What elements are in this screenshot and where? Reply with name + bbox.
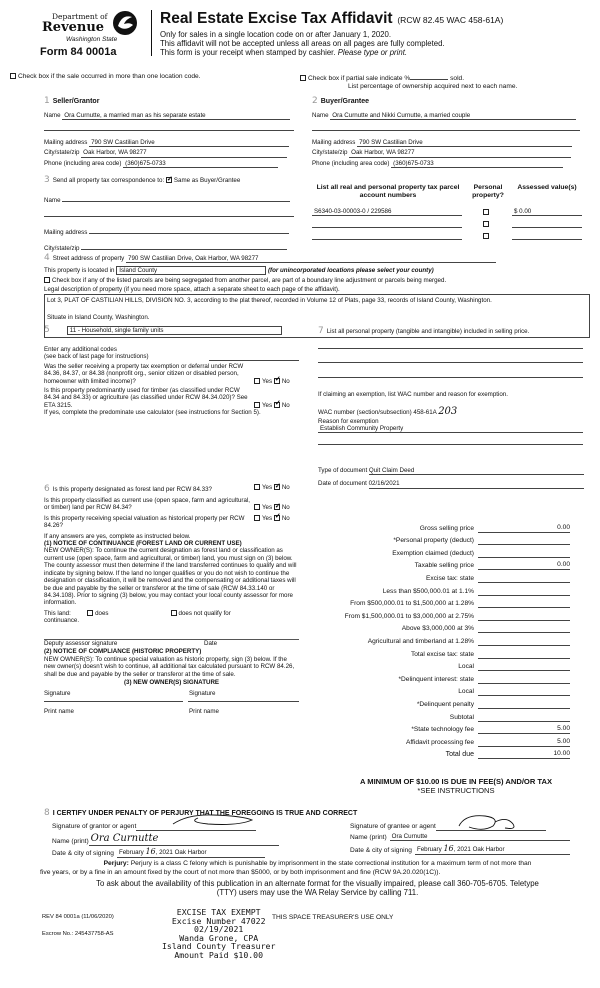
parcel-row (312, 216, 587, 228)
personal-property-line[interactable] (318, 351, 583, 363)
assessed-col-header: Assessed value(s) (517, 184, 577, 191)
parcel-row (312, 204, 587, 216)
parcel-row (312, 228, 587, 240)
tax-row-label: *Personal property (deduct) (393, 537, 474, 545)
buyer-phone-field[interactable]: (360)675-0733 (391, 160, 563, 168)
tax-row-value[interactable] (478, 600, 570, 608)
tax-row-value[interactable]: 0.00 (478, 524, 570, 533)
stamp-line: 02/19/2021 (194, 924, 244, 935)
tax-row-label: From $1,500,000.01 to $3,000,000 at 2.75% (344, 612, 474, 620)
revision-number: REV 84 0001a (11/06/2020) (42, 914, 114, 920)
tax-row-label: *Delinquent penalty (416, 701, 474, 708)
personal-property-checkbox[interactable] (483, 209, 489, 215)
seller-phone-field[interactable]: (360)675-0733 (123, 160, 278, 168)
personal-property-checkbox[interactable] (483, 221, 489, 227)
certification-section: 8 I CERTIFY UNDER PENALTY OF PERJURY THAT THE FOREGOING IS TRUE AND CORRECT (44, 808, 358, 818)
partial-sale-checkbox[interactable] (300, 75, 306, 81)
buyer-heading: Buyer/Grantee (320, 98, 369, 105)
stamp-line: Wanda Grone, CPA (179, 932, 259, 943)
timber-yes-checkbox[interactable] (254, 402, 260, 408)
treasurer-use-label: THIS SPACE TREASURER'S USE ONLY (272, 914, 394, 921)
tax-row (318, 684, 573, 697)
tax-row (318, 596, 573, 609)
forest-no-checkbox[interactable] (274, 484, 280, 490)
perjury-notice: Perjury: Perjury is a class C felony which is punishable by imprisonment in the state correctional institution for a maximum term of not more than five years, or by a fine in an amount fixed by the court of not more than $5000, or by both imprisonment and fine (RCW 9A.20.020(1C)). To ask about the availability of this publication in an alternate format for the visually impaired, please call 360-705-6705. Teletype (TTY) users may use the WA Relay Service by calling 711. (40, 860, 539, 898)
multi-location-checkbox[interactable] (10, 73, 16, 79)
parcel-col-header: List all real and personal property tax parcel account numbers (316, 184, 460, 200)
partial-sale-check[interactable]: Check box if partial sale indicate % sold. List percentage of ownership acquired next to each name. (300, 73, 517, 91)
tax-row-label: Above $3,000,000 at 3% (401, 625, 474, 633)
tax-row-label: Taxable selling price (414, 562, 474, 570)
exemption-yes-checkbox[interactable] (254, 378, 260, 384)
tax-row-value[interactable] (478, 537, 570, 545)
corr-mailing-field[interactable] (89, 226, 289, 234)
does-not-qualify-checkbox[interactable] (171, 610, 177, 616)
document-date-field[interactable]: 02/16/2021 (369, 480, 584, 488)
seller-mailing-field[interactable]: 790 SW Castilian Drive (89, 139, 289, 147)
tax-row (318, 747, 573, 760)
parcel-table (312, 184, 587, 240)
escrow-number: Escrow No.: 245437758-AS (42, 931, 114, 937)
form-number: Form 84 0001a (40, 46, 117, 58)
parcel-number-field[interactable] (312, 232, 462, 240)
seller-heading: Seller/Grantor (52, 98, 100, 105)
header-note-1: Only for sales in a single location code on or after January 1, 2020. (160, 29, 392, 39)
tax-row (318, 558, 573, 571)
certify-heading: I CERTIFY UNDER PENALTY OF PERJURY THAT THE FOREGOING IS TRUE AND CORRECT (52, 810, 358, 817)
document-type-field[interactable]: Quit Claim Deed (369, 467, 584, 475)
land-use-section: 5 11 - Household, single family units Enter any additional codes (see back of last page for instructions) Was the seller receiving a property tax exemption or deferral under RCW 84.36, 84.37, or 84.38 (nonprofit org., senior citizen or disabled person, homeowner with limited income)? Yes ✓ No Is this property predominantly used for timber (as classified under RCW 84.34 and 84.33) or agriculture (as classified under RCW 84.34.020)? See ETA 3215. Yes ✓ No If yes, complete the predominate use calculator (see instructions for Section 5). (44, 325, 299, 417)
same-as-buyer-checkbox[interactable] (166, 177, 172, 183)
legal-label: Legal description of property (if you need more space, attach a separate sheet to each page of the affidavit). (44, 285, 340, 293)
buyer-city-field[interactable]: Oak Harbor, WA 98277 (349, 149, 571, 157)
correspondence-section: 3 Send all property tax correspondence to: ✓ Same as Buyer/Grantee Name Mailing address City/state/zip (44, 175, 299, 253)
multi-location-check[interactable]: Check box if the sale occurred in more than one location code. (10, 73, 201, 81)
grantor-day-handwritten: 16 (145, 847, 156, 856)
dor-logo (36, 8, 146, 58)
timber-no-checkbox[interactable] (274, 402, 280, 408)
segregated-checkbox[interactable] (44, 277, 50, 283)
compliance-heading: (2) NOTICE OF COMPLIANCE (HISTORIC PROPERTY) (44, 648, 202, 656)
header-divider (151, 10, 152, 56)
tax-row-label: Excise tax: state (425, 575, 474, 583)
tax-row-label: Local (458, 663, 474, 671)
tax-row (318, 659, 573, 672)
additional-codes-field[interactable] (209, 353, 299, 361)
personal-property-checkbox[interactable] (483, 233, 489, 239)
tax-row-label: *Delinquent interest: state (398, 675, 474, 683)
deputy-signature-line[interactable]: Deputy assessor signature (44, 639, 204, 647)
partial-sale-percent[interactable] (410, 73, 448, 80)
reason-field[interactable]: Establish Community Property (318, 425, 583, 433)
tax-row-label: Local (458, 688, 474, 696)
buyer-section: 2 Buyer/Grantee Name Ora Curnutte and Nikki Curnutte, a married couple Mailing address 790 SW Castilian Drive City/state/zip Oak Harbor, WA 98277 Phone (including area code) (360)675-0733 (312, 96, 582, 168)
stamp-line: Excise Number 47022 (171, 915, 266, 926)
tax-row (318, 722, 573, 735)
tax-row (318, 545, 573, 558)
header-note-3: This form is your receipt when stamped by cashier. (160, 48, 336, 58)
grantor-date-field[interactable]: February 16, 2021 Oak Harbor (117, 847, 265, 858)
seller-section: 1 Seller/Grantor Name Ora Curnutte, a married man as his separate estate Mailing address 790 SW Castilian Drive City/state/zip Oak Harbor, WA 98277 Phone (including area code) (360)675-0733 (44, 96, 299, 168)
property-street-field[interactable]: 790 SW Castilian Drive, Oak Harbor, WA 98277 (126, 255, 496, 263)
tax-row-value[interactable] (478, 714, 570, 722)
grantor-signature-block: Signature of grantor or agent Name (print) Ora Curnutte Date & city of signing February 16, 2021 Oak Harbor (52, 822, 312, 858)
forest-section: 6 Is this property designated as forest land per RCW 84.33? Yes ✓ No Is this property classified as current use (open space, farm and agricultural, or timber) land per RCW 84.34? Yes ✓ No Is this property receiving special valuation as historical property per RCW 84.26? Yes ✓ No If any answers are yes, complete as instructed below. (1) NOTICE OF CONTINUANCE (FOREST LAND OR CURRENT USE) NEW OWNER(S): To continue the current designation as forest land or classification as current use (open space, farm and agricultural, or timber) land, you must sign on (3) below. The county assessor must then determine if the land transferred continues to qualify and will indicate by signing below. If the land no longer qualifies or you do not wish to continue the designation or classification, it will be removed and the compensating or additional taxes will be due and payable by the seller or transferor at the time of sale (RCW 84.33.140 or 84.34.108). Prior to signing (3) below, you may contact your local county assessor for more information. This land: continuance. does does not qualify for Deputy assessor signature Date (2) NOTICE OF COMPLIANCE (HISTORIC PROPERTY) NEW OWNER(S): To continue special valuation as historic property, sign (3) below. If the new owner(s) doesn't wish to continue, all additional tax calculated pursuant to RCW 84.26, shall be due and payable by the seller or transferor at the time of sale. (3) NEW OWNER(S) SIGNATURE Signature Signature Print name Print name (44, 484, 299, 715)
grantor-signature-scribble-icon (168, 812, 258, 828)
seller-city-field[interactable]: Oak Harbor, WA 98277 (81, 149, 287, 157)
form-title: Real Estate Excise Tax Affidavit (160, 10, 393, 27)
personal-property-line[interactable] (318, 366, 583, 378)
parcel-number-field[interactable]: S6340-03-00003-0 / 229586 (312, 208, 462, 216)
partial-sale-note: List percentage of ownership acquired next to each name. (348, 82, 518, 90)
tax-row-label: Total due (445, 750, 474, 758)
assessed-value-field[interactable]: $ 0.00 (512, 208, 582, 216)
seller-name-line2[interactable] (44, 122, 294, 131)
tax-row-value[interactable] (478, 663, 570, 671)
see-instructions: *SEE INSTRUCTIONS (417, 786, 495, 795)
forest-yes-checkbox[interactable] (254, 484, 260, 490)
grantee-name-field[interactable]: Ora Curnutte (390, 833, 570, 841)
tax-row-value[interactable] (478, 676, 570, 684)
exemption-no-checkbox[interactable] (274, 378, 280, 384)
tax-row-label: Affidavit processing fee (405, 738, 474, 746)
assessed-value-field[interactable] (512, 232, 582, 240)
corr-city-field[interactable] (81, 242, 287, 250)
stamp-line: EXCISE TAX EXEMPT (176, 907, 261, 917)
corr-name-field[interactable] (62, 194, 290, 202)
tax-row-value[interactable]: 5.00 (478, 738, 570, 747)
header-note-print: Please type or print. (337, 48, 408, 58)
owner-signature-2[interactable] (188, 699, 299, 702)
grantee-signature-scribble-icon (455, 812, 525, 834)
does-qualify-checkbox[interactable] (87, 610, 93, 616)
personal-property-section: 7 List all personal property (tangible and intangible) included in selling price. If claiming an exemption, list WAC number and reason for exemption. WAC number (section/subsection) 458-61A 203 Reason for exemption Establish Community Property Type of document Quit Claim Deed Date of document 02/16/2021 (318, 326, 588, 489)
tax-row-value[interactable] (478, 688, 570, 696)
owner-signature-1[interactable] (44, 699, 183, 702)
tax-row-value[interactable]: 5.00 (478, 725, 570, 734)
wac-number-field[interactable]: 458-61A (413, 408, 437, 416)
historic-yes-checkbox[interactable] (254, 515, 260, 521)
tax-row-value[interactable] (478, 625, 570, 633)
tax-row (318, 520, 573, 533)
compliance-text: NEW OWNER(S): To continue special valuation as historic property, sign (3) below. If the new owner(s) doesn't wish to continue, all additional tax calculated pursuant to RCW 84.26, shall be due and payable by the seller or transferor at the time of sale. (44, 655, 295, 678)
tax-row (318, 583, 573, 596)
current-use-yes-checkbox[interactable] (254, 504, 260, 510)
buyer-name-field[interactable]: Ora Curnutte and Nikki Curnutte, a married couple (330, 112, 576, 120)
buyer-name-line2[interactable] (312, 122, 580, 131)
personal-property-line[interactable] (318, 337, 583, 349)
tax-row (318, 734, 573, 747)
tax-row-value[interactable] (478, 588, 570, 596)
continuance-heading: (1) NOTICE OF CONTINUANCE (FOREST LAND OR CURRENT USE) (44, 539, 242, 547)
tax-row (318, 696, 573, 709)
tax-row-label: Exemption claimed (deduct) (392, 549, 474, 557)
tax-row (318, 646, 573, 659)
dept-line3: Washington State (66, 36, 118, 43)
corr-name-line2[interactable] (44, 208, 294, 217)
tax-row-label: Agricultural and timberland at 1.28% (367, 638, 474, 646)
legal-description-box[interactable]: Lot 3, PLAT OF CASTILIAN HILLS, DIVISION NO. 3, according to the plat thereof, recorded in Volume 12 of Plats, page 33, records of Island County, Washington. Situate in Island County, Washington. (44, 294, 590, 338)
reason-line2[interactable] (318, 433, 583, 445)
wac-handwritten: 203 (438, 405, 458, 417)
tax-row-label: Subtotal (449, 713, 474, 721)
tax-row-value[interactable] (478, 701, 570, 709)
tax-row (318, 608, 573, 621)
form-title-block (160, 10, 590, 58)
grantee-day-handwritten: 16 (443, 844, 454, 854)
tax-row-value[interactable] (478, 575, 570, 583)
tax-row-label: Total excise tax: state (410, 650, 474, 658)
seller-name-field[interactable]: Ora Curnutte, a married man as his separate estate (62, 112, 290, 120)
assessed-value-field[interactable] (512, 220, 582, 228)
tax-row-value[interactable]: 0.00 (478, 561, 570, 570)
grantee-signature-block: Signature of grantee or agent Name (print) Ora Curnutte Date & city of signing February 16, 2021 Oak Harbor (350, 822, 595, 855)
tax-row-label: *State technology fee (411, 726, 474, 734)
buyer-mailing-field[interactable]: 790 SW Castilian Drive (357, 139, 572, 147)
stamp-line: Amount Paid $10.00 (174, 950, 264, 961)
current-use-no-checkbox[interactable] (274, 504, 280, 510)
tax-table (318, 520, 573, 759)
revenue-swirl-icon (112, 10, 138, 36)
tax-row (318, 533, 573, 546)
deputy-date-line[interactable]: Date (204, 639, 299, 647)
dept-line1: Department of (52, 12, 108, 21)
tax-row-label: From $500,000.01 to $1,500,000 at 1.28% (350, 600, 474, 608)
historic-no-checkbox[interactable] (274, 515, 280, 521)
tax-row (318, 709, 573, 722)
tax-row-value[interactable] (478, 550, 570, 558)
grantor-name-field[interactable]: Ora Curnutte (89, 833, 279, 846)
stamp-line: Island County Treasurer (162, 941, 276, 952)
grantee-date-field[interactable]: February 16, 2021 Oak Harbor (415, 844, 570, 855)
continuance-text: NEW OWNER(S): To continue the current designation as forest land or classification as current use (open space, farm and agricultural, or timber) land, you must sign on (3) below. The county assessor must then determine if the land transferred continues to qualify and will indicate by signing below. If the land no longer qualifies or you do not wish to continue the designation or classification, it will be removed and the compensating or additional taxes will be due and payable by the seller or transferor at the time of sale (RCW 84.33.140 or 84.34.108). Prior to signing (3) below, you may contact your local county assessor for more information. (44, 547, 297, 607)
property-section: 4 Street address of property 790 SW Castilian Drive, Oak Harbor, WA 98277 This property is located in Island County (for unincorporated locations please select your county) Check box if any of the listed parcels are being segregated from another parcel, are part of a boundary line adjustment or parcels being merged. Legal description of property (if you need more space, attach a separate sheet to each page of the affidavit). Lot 3, PLAT OF CASTILIAN HILLS, DIVISION NO. 3, according to the plat thereof, recorded in Volume 12 of Plats, page 33, records of Island County, Washington. Situate in Island County, Washington. (44, 253, 589, 338)
tax-row (318, 621, 573, 634)
header-note-2: This affidavit will not be accepted unless all areas on all pages are fully completed. (160, 38, 445, 48)
dept-line2: Revenue (42, 20, 105, 35)
new-owner-heading: (3) NEW OWNER(S) SIGNATURE (123, 678, 220, 686)
tax-row-value[interactable] (478, 638, 570, 646)
land-use-select[interactable]: 11 - Household, single family units (67, 326, 282, 335)
form-citation: (RCW 82.45 WAC 458-61A) (397, 15, 504, 25)
tax-row-label: Gross selling price (419, 524, 474, 532)
tax-row-label: Less than $500,000.01 at 1.1% (382, 587, 474, 595)
tax-row (318, 633, 573, 646)
parcel-number-field[interactable] (312, 220, 462, 228)
tax-row-value[interactable]: 10.00 (478, 750, 570, 759)
tax-row (318, 570, 573, 583)
tax-row-value[interactable] (478, 613, 570, 621)
minimum-notice: A MINIMUM OF $10.00 IS DUE IN FEE(S) AND/OR TAX (359, 777, 553, 786)
personal-col-header: Personal property? (472, 184, 504, 200)
county-select[interactable]: Island County (116, 266, 266, 275)
tax-row (318, 671, 573, 684)
treasurer-stamp (162, 908, 275, 960)
tax-row-value[interactable] (478, 651, 570, 659)
